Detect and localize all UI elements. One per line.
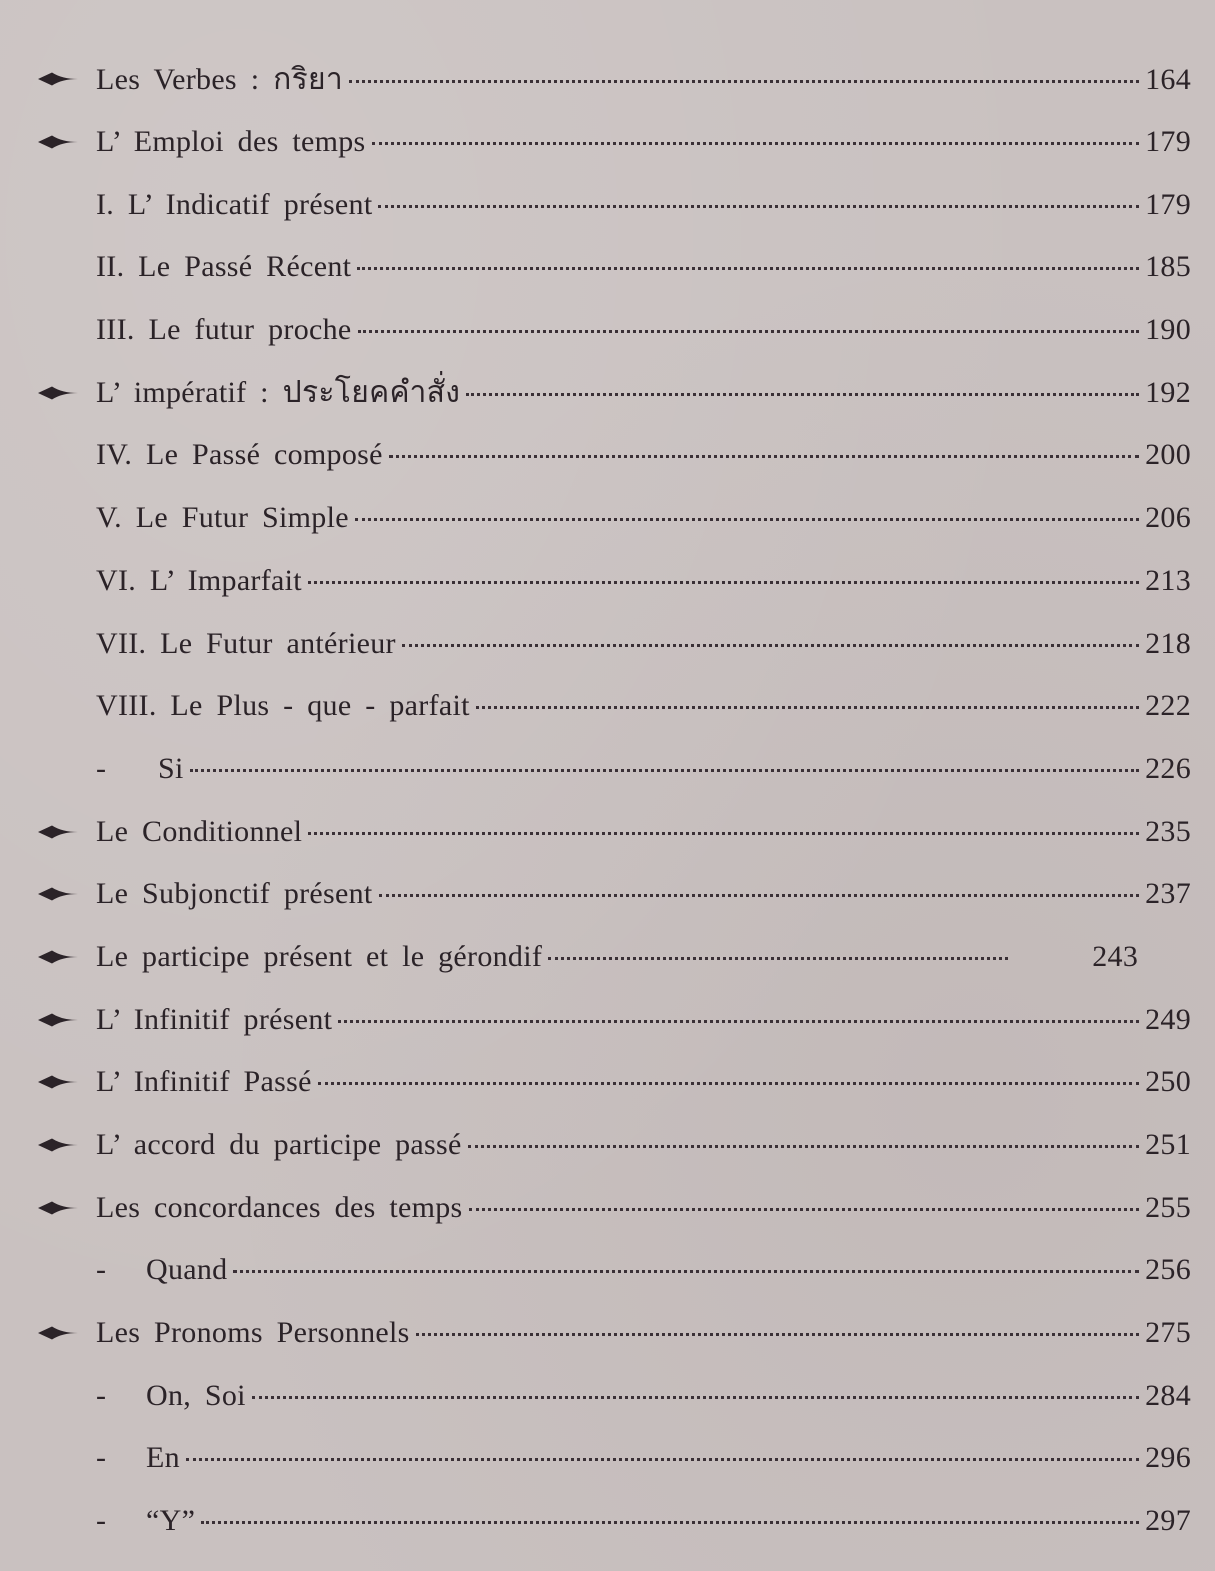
toc-page-number: 249 xyxy=(1145,1002,1191,1036)
dot-leader xyxy=(357,267,1139,270)
toc-entry-title: VII. Le Futur antérieur xyxy=(96,626,396,660)
toc-entry-title: L’ impératif : ประโยคคำสั่ง xyxy=(96,376,461,410)
toc-entry xyxy=(0,424,1215,487)
toc-page-number: 206 xyxy=(1145,501,1191,535)
toc-dash: - xyxy=(96,1253,107,1287)
toc-entry-title: Quand xyxy=(146,1253,228,1287)
dot-leader xyxy=(379,894,1139,897)
dot-leader xyxy=(355,518,1139,521)
dot-leader xyxy=(318,1082,1139,1085)
dot-leader xyxy=(186,1458,1139,1461)
table-of-contents xyxy=(0,48,1215,1553)
dot-leader xyxy=(252,1396,1139,1399)
diamond-bullet-icon xyxy=(38,135,78,149)
dot-leader xyxy=(469,1208,1139,1211)
dot-leader xyxy=(548,957,1008,960)
toc-page-number: 164 xyxy=(1145,62,1191,96)
diamond-bullet-icon xyxy=(38,386,78,400)
toc-entry xyxy=(0,236,1215,299)
diamond-bullet-icon xyxy=(38,825,78,839)
toc-page-number: 297 xyxy=(1145,1504,1191,1538)
toc-entry-title: Le Conditionnel xyxy=(96,814,303,848)
toc-entry xyxy=(0,173,1215,236)
toc-entry-title: L’ Emploi des temps xyxy=(96,125,366,159)
toc-entry-title: Les concordances des temps xyxy=(96,1190,463,1224)
toc-entry-title: L’ Infinitif Passé xyxy=(96,1065,312,1099)
toc-page-number: 179 xyxy=(1145,125,1191,159)
dot-leader xyxy=(201,1521,1139,1524)
diamond-bullet-icon xyxy=(38,1326,78,1340)
toc-entry xyxy=(0,1427,1215,1490)
diamond-bullet-icon xyxy=(38,1138,78,1152)
dot-leader xyxy=(190,769,1139,772)
toc-page-number: 275 xyxy=(1145,1316,1191,1350)
toc-dash: - xyxy=(96,1441,107,1475)
toc-entry-title: L’ accord du participe passé xyxy=(96,1128,462,1162)
toc-entry xyxy=(0,487,1215,550)
toc-entry-title: IV. Le Passé composé xyxy=(96,438,383,472)
diamond-bullet-icon xyxy=(38,1075,78,1089)
toc-entry-title: Si xyxy=(158,751,184,785)
toc-page-number: 192 xyxy=(1145,376,1191,410)
toc-page-number: 296 xyxy=(1145,1441,1191,1475)
toc-page-number: 251 xyxy=(1145,1128,1191,1162)
toc-page-number: 213 xyxy=(1145,563,1191,597)
toc-entry xyxy=(0,299,1215,362)
toc-page-number: 179 xyxy=(1145,187,1191,221)
toc-entry xyxy=(0,800,1215,863)
toc-page-number: 237 xyxy=(1145,877,1191,911)
toc-entry-title: Les Verbes : กริยา xyxy=(96,62,344,96)
dot-leader xyxy=(358,330,1139,333)
toc-entry-title: I. L’ Indicatif présent xyxy=(96,187,373,221)
dot-leader xyxy=(476,706,1139,709)
toc-entry xyxy=(0,1239,1215,1302)
toc-page-number: 250 xyxy=(1145,1065,1191,1099)
toc-entry-title: Le participe présent et le gérondif xyxy=(96,939,543,973)
dot-leader xyxy=(389,455,1139,458)
toc-page-number: 222 xyxy=(1145,689,1191,723)
diamond-bullet-icon xyxy=(38,1013,78,1027)
toc-entry-title: On, Soi xyxy=(146,1378,246,1412)
dot-leader xyxy=(402,644,1139,647)
dot-leader xyxy=(468,1145,1139,1148)
toc-entry-title: V. Le Futur Simple xyxy=(96,501,349,535)
toc-page-number: 256 xyxy=(1145,1253,1191,1287)
toc-entry xyxy=(0,612,1215,675)
dot-leader xyxy=(338,1020,1139,1023)
toc-entry xyxy=(0,1490,1215,1553)
toc-entry xyxy=(0,863,1215,926)
toc-dash: - xyxy=(96,1504,107,1538)
toc-entry-title: VI. L’ Imparfait xyxy=(96,563,302,597)
diamond-bullet-icon xyxy=(38,1201,78,1215)
diamond-bullet-icon xyxy=(38,950,78,964)
diamond-bullet-icon xyxy=(38,887,78,901)
toc-entry-title: L’ Infinitif présent xyxy=(96,1002,333,1036)
toc-entry xyxy=(0,48,1215,111)
toc-entry xyxy=(0,1364,1215,1427)
toc-entry-title: VIII. Le Plus - que - parfait xyxy=(96,689,470,723)
toc-entry xyxy=(0,111,1215,174)
dot-leader xyxy=(466,393,1139,396)
dot-leader xyxy=(308,832,1139,835)
toc-entry-title: III. Le futur proche xyxy=(96,313,352,347)
toc-page-number: 185 xyxy=(1145,250,1191,284)
toc-page-number: 190 xyxy=(1145,313,1191,347)
toc-entry-title: En xyxy=(146,1441,180,1475)
toc-entry-title: II. Le Passé Récent xyxy=(96,250,352,284)
toc-entry xyxy=(0,738,1215,801)
dot-leader xyxy=(349,80,1139,83)
toc-entry-title: Le Subjonctif présent xyxy=(96,877,373,911)
toc-entry xyxy=(0,1114,1215,1177)
dot-leader xyxy=(233,1270,1139,1273)
toc-entry xyxy=(0,675,1215,738)
toc-dash: - xyxy=(96,751,107,785)
toc-page-number: 255 xyxy=(1145,1190,1191,1224)
diamond-bullet-icon xyxy=(38,72,78,86)
toc-entry xyxy=(0,988,1215,1051)
toc-page-number: 226 xyxy=(1145,751,1191,785)
toc-entry xyxy=(0,361,1215,424)
dot-leader xyxy=(378,205,1139,208)
toc-entry xyxy=(0,1302,1215,1365)
toc-page-number: 243 xyxy=(1092,939,1139,973)
toc-page-number: 218 xyxy=(1145,626,1191,660)
toc-dash: - xyxy=(96,1378,107,1412)
dot-leader xyxy=(308,581,1139,584)
toc-entry-title: Les Pronoms Personnels xyxy=(96,1316,410,1350)
toc-page-number: 284 xyxy=(1145,1378,1191,1412)
toc-entry-title: “Y” xyxy=(146,1504,196,1538)
toc-page-number: 200 xyxy=(1145,438,1191,472)
toc-entry xyxy=(0,926,1215,989)
toc-entry xyxy=(0,1176,1215,1239)
dot-leader xyxy=(372,142,1139,145)
toc-entry xyxy=(0,550,1215,613)
toc-page-number: 235 xyxy=(1145,814,1191,848)
dot-leader xyxy=(416,1333,1139,1336)
toc-entry xyxy=(0,1051,1215,1114)
